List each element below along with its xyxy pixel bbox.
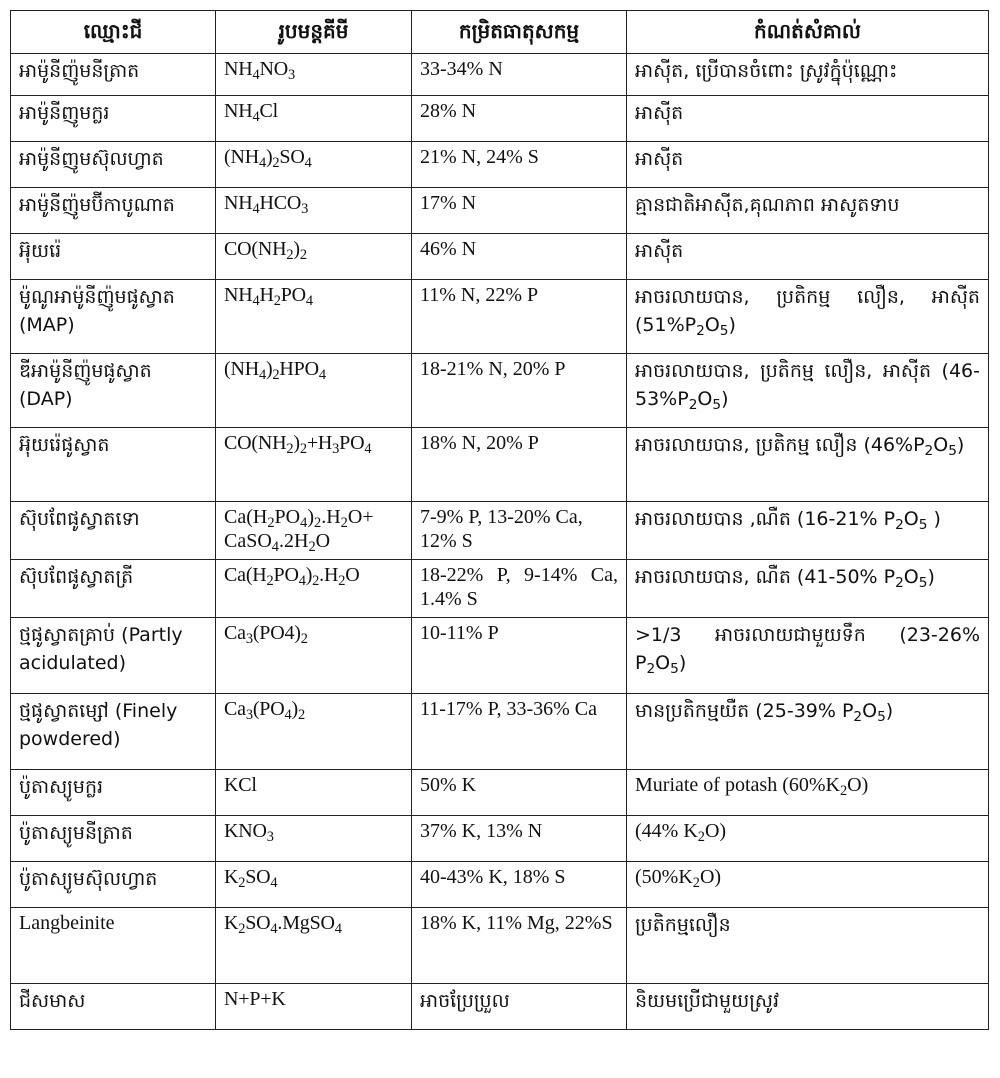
cell-formula: $(NH_4)_2HPO_4$ (216, 354, 412, 428)
cell-content: 18% N, 20% P (412, 428, 627, 502)
table-row (11, 354, 989, 428)
cell-formula: $K_2SO_4$ (216, 862, 412, 908)
cell-note: Muriate of potash $(60\%K_2O)$ (627, 770, 989, 816)
cell-content: 46% N (412, 234, 627, 280)
cell-formula: $Ca(H_2PO_4)_2.H_2O+$ $CaSO_4.2H_2O$ (216, 502, 412, 560)
cell-note: អាស៊ីត (627, 142, 989, 188)
table-row (11, 54, 989, 96)
cell-content: 10-11% P (412, 618, 627, 694)
table-row (11, 694, 989, 770)
cell-name: ឌីអាម៉ូនីញ៉ូមផូស្វាត (DAP) (11, 354, 216, 428)
table-row (11, 770, 989, 816)
cell-content: 28% N (412, 96, 627, 142)
cell-content: 21% N, 24% S (412, 142, 627, 188)
cell-note: មានប្រតិកម្មយឺត (25-39% $P_2O_5$) (627, 694, 989, 770)
cell-name: ស៊ុបពែផូស្វាតទោ (11, 502, 216, 560)
cell-formula: $KNO_3$ (216, 816, 412, 862)
cell-note: អាចរលាយបាន ,ណឺត (16-21% $P_2O_5$ ) (627, 502, 989, 560)
cell-note: អាចរលាយបាន, ណឺត (41-50% $P_2O_5$) (627, 560, 989, 618)
cell-note: អាចរលាយបាន, ប្រតិកម្ម លឿន, អាស៊ីត $(46-53\%P_2O_5)$ (627, 354, 989, 428)
cell-content: 17% N (412, 188, 627, 234)
table-row (11, 618, 989, 694)
cell-content: 18% K, 11% Mg, 22%S (412, 908, 627, 984)
cell-name: ប៉ូតាស្យូមនីត្រាត (11, 816, 216, 862)
cell-formula: KCl (216, 770, 412, 816)
cell-formula: N+P+K (216, 984, 412, 1030)
cell-note: ប្រតិកម្មលឿន (627, 908, 989, 984)
cell-name: ជីសមាស (11, 984, 216, 1030)
cell-formula: $NH_4HCO_3$ (216, 188, 412, 234)
cell-content: 7-9% P, 13-20% Ca, 12% S (412, 502, 627, 560)
cell-content: 18-22% P, 9-14% Ca, 1.4% S (412, 560, 627, 618)
table-row (11, 816, 989, 862)
cell-formula: $NH_4H_2PO_4$ (216, 280, 412, 354)
cell-name: អាម៉ូនីញ៉ូមប៊ីកាបូណាត (11, 188, 216, 234)
cell-formula: $NH_4NO_3$ (216, 54, 412, 96)
header-name: ឈ្មោះជី (11, 11, 216, 54)
cell-name: ម៉ូណូអាម៉ូនីញ៉ូមផូស្វាត (MAP) (11, 280, 216, 354)
cell-content: 11-17% P, 33-36% Ca (412, 694, 627, 770)
cell-formula: $NH_4Cl$ (216, 96, 412, 142)
cell-name: ប៉ូតាស្យូមស៊ុលហ្វាត (11, 862, 216, 908)
cell-content: អាចប្រែប្រួល (412, 984, 627, 1030)
cell-formula: $Ca_3(PO4)_2$ (216, 618, 412, 694)
cell-content: 37% K, 13% N (412, 816, 627, 862)
cell-content: 18-21% N, 20% P (412, 354, 627, 428)
table-row (11, 502, 989, 560)
cell-name: អ៊ុយរ៉េផូស្វាត (11, 428, 216, 502)
table-row (11, 560, 989, 618)
cell-name: អាម៉ូនីញូមក្លរ (11, 96, 216, 142)
table-row (11, 234, 989, 280)
cell-note: អាស៊ីត, ប្រើបានចំពោះ ស្រូវក្នុំប៉ុណ្ណោះ (627, 54, 989, 96)
cell-name: ថ្មផូស្វាតគ្រាប់ (Partly acidulated) (11, 618, 216, 694)
cell-note: (44% $K_2O$) (627, 816, 989, 862)
cell-formula: $CO(NH_2)_2$ (216, 234, 412, 280)
cell-note: $(50\%K_2O)$ (627, 862, 989, 908)
header-active-content: កម្រិតធាតុសកម្ម (412, 11, 627, 54)
cell-content: 11% N, 22% P (412, 280, 627, 354)
cell-note: និយមប្រើជាមួយស្រូវ (627, 984, 989, 1030)
cell-formula: $Ca(H_2PO_4)_2.H_2O$ (216, 560, 412, 618)
fertilizer-table (10, 10, 989, 1030)
cell-note: >1/3 អាចរលាយជាមួយទឹក (23-26% $P_2O_5$) (627, 618, 989, 694)
cell-note: អាចរលាយបាន, ប្រតិកម្ម លឿន $(46\%P_2O_5)$ (627, 428, 989, 502)
cell-name: អ៊ុយរ៉េ (11, 234, 216, 280)
table-row (11, 428, 989, 502)
cell-note: គ្មានជាតិអាស៊ីត,គុណភាព អាសូតទាប (627, 188, 989, 234)
table-row (11, 96, 989, 142)
cell-content: 33-34% N (412, 54, 627, 96)
cell-formula: $K_2SO_4.MgSO_4$ (216, 908, 412, 984)
cell-name: ប៉ូតាស្យូមក្លរ (11, 770, 216, 816)
cell-name: ស៊ុបពែផូស្វាតត្រី (11, 560, 216, 618)
table-row (11, 908, 989, 984)
table-row (11, 984, 989, 1030)
table-row (11, 142, 989, 188)
cell-formula: $CO(NH_2)_2+H_3PO_4$ (216, 428, 412, 502)
cell-content: 40-43% K, 18% S (412, 862, 627, 908)
table-header-row (11, 11, 989, 54)
cell-name: អាម៉ូនីញ៉ូមនីត្រាត (11, 54, 216, 96)
cell-name: Langbeinite (11, 908, 216, 984)
cell-formula: $Ca_3(PO_4)_2$ (216, 694, 412, 770)
cell-note: អាស៊ីត (627, 234, 989, 280)
cell-note: អាចរលាយបាន, ប្រតិកម្ម លឿន, អាស៊ីត $(51\%P_2O_5)$ (627, 280, 989, 354)
table-row (11, 280, 989, 354)
header-formula: រូបមន្តគីមី (216, 11, 412, 54)
table-row (11, 188, 989, 234)
cell-note: អាស៊ីត (627, 96, 989, 142)
table-row (11, 862, 989, 908)
cell-name: អាម៉ូនីញូមស៊ុលហ្វាត (11, 142, 216, 188)
cell-formula: $(NH_4)_2SO_4$ (216, 142, 412, 188)
cell-name: ថ្មផូស្វាតម្សៅ (Finely powdered) (11, 694, 216, 770)
cell-content: 50% K (412, 770, 627, 816)
header-note: កំណត់សំគាល់ (627, 11, 989, 54)
